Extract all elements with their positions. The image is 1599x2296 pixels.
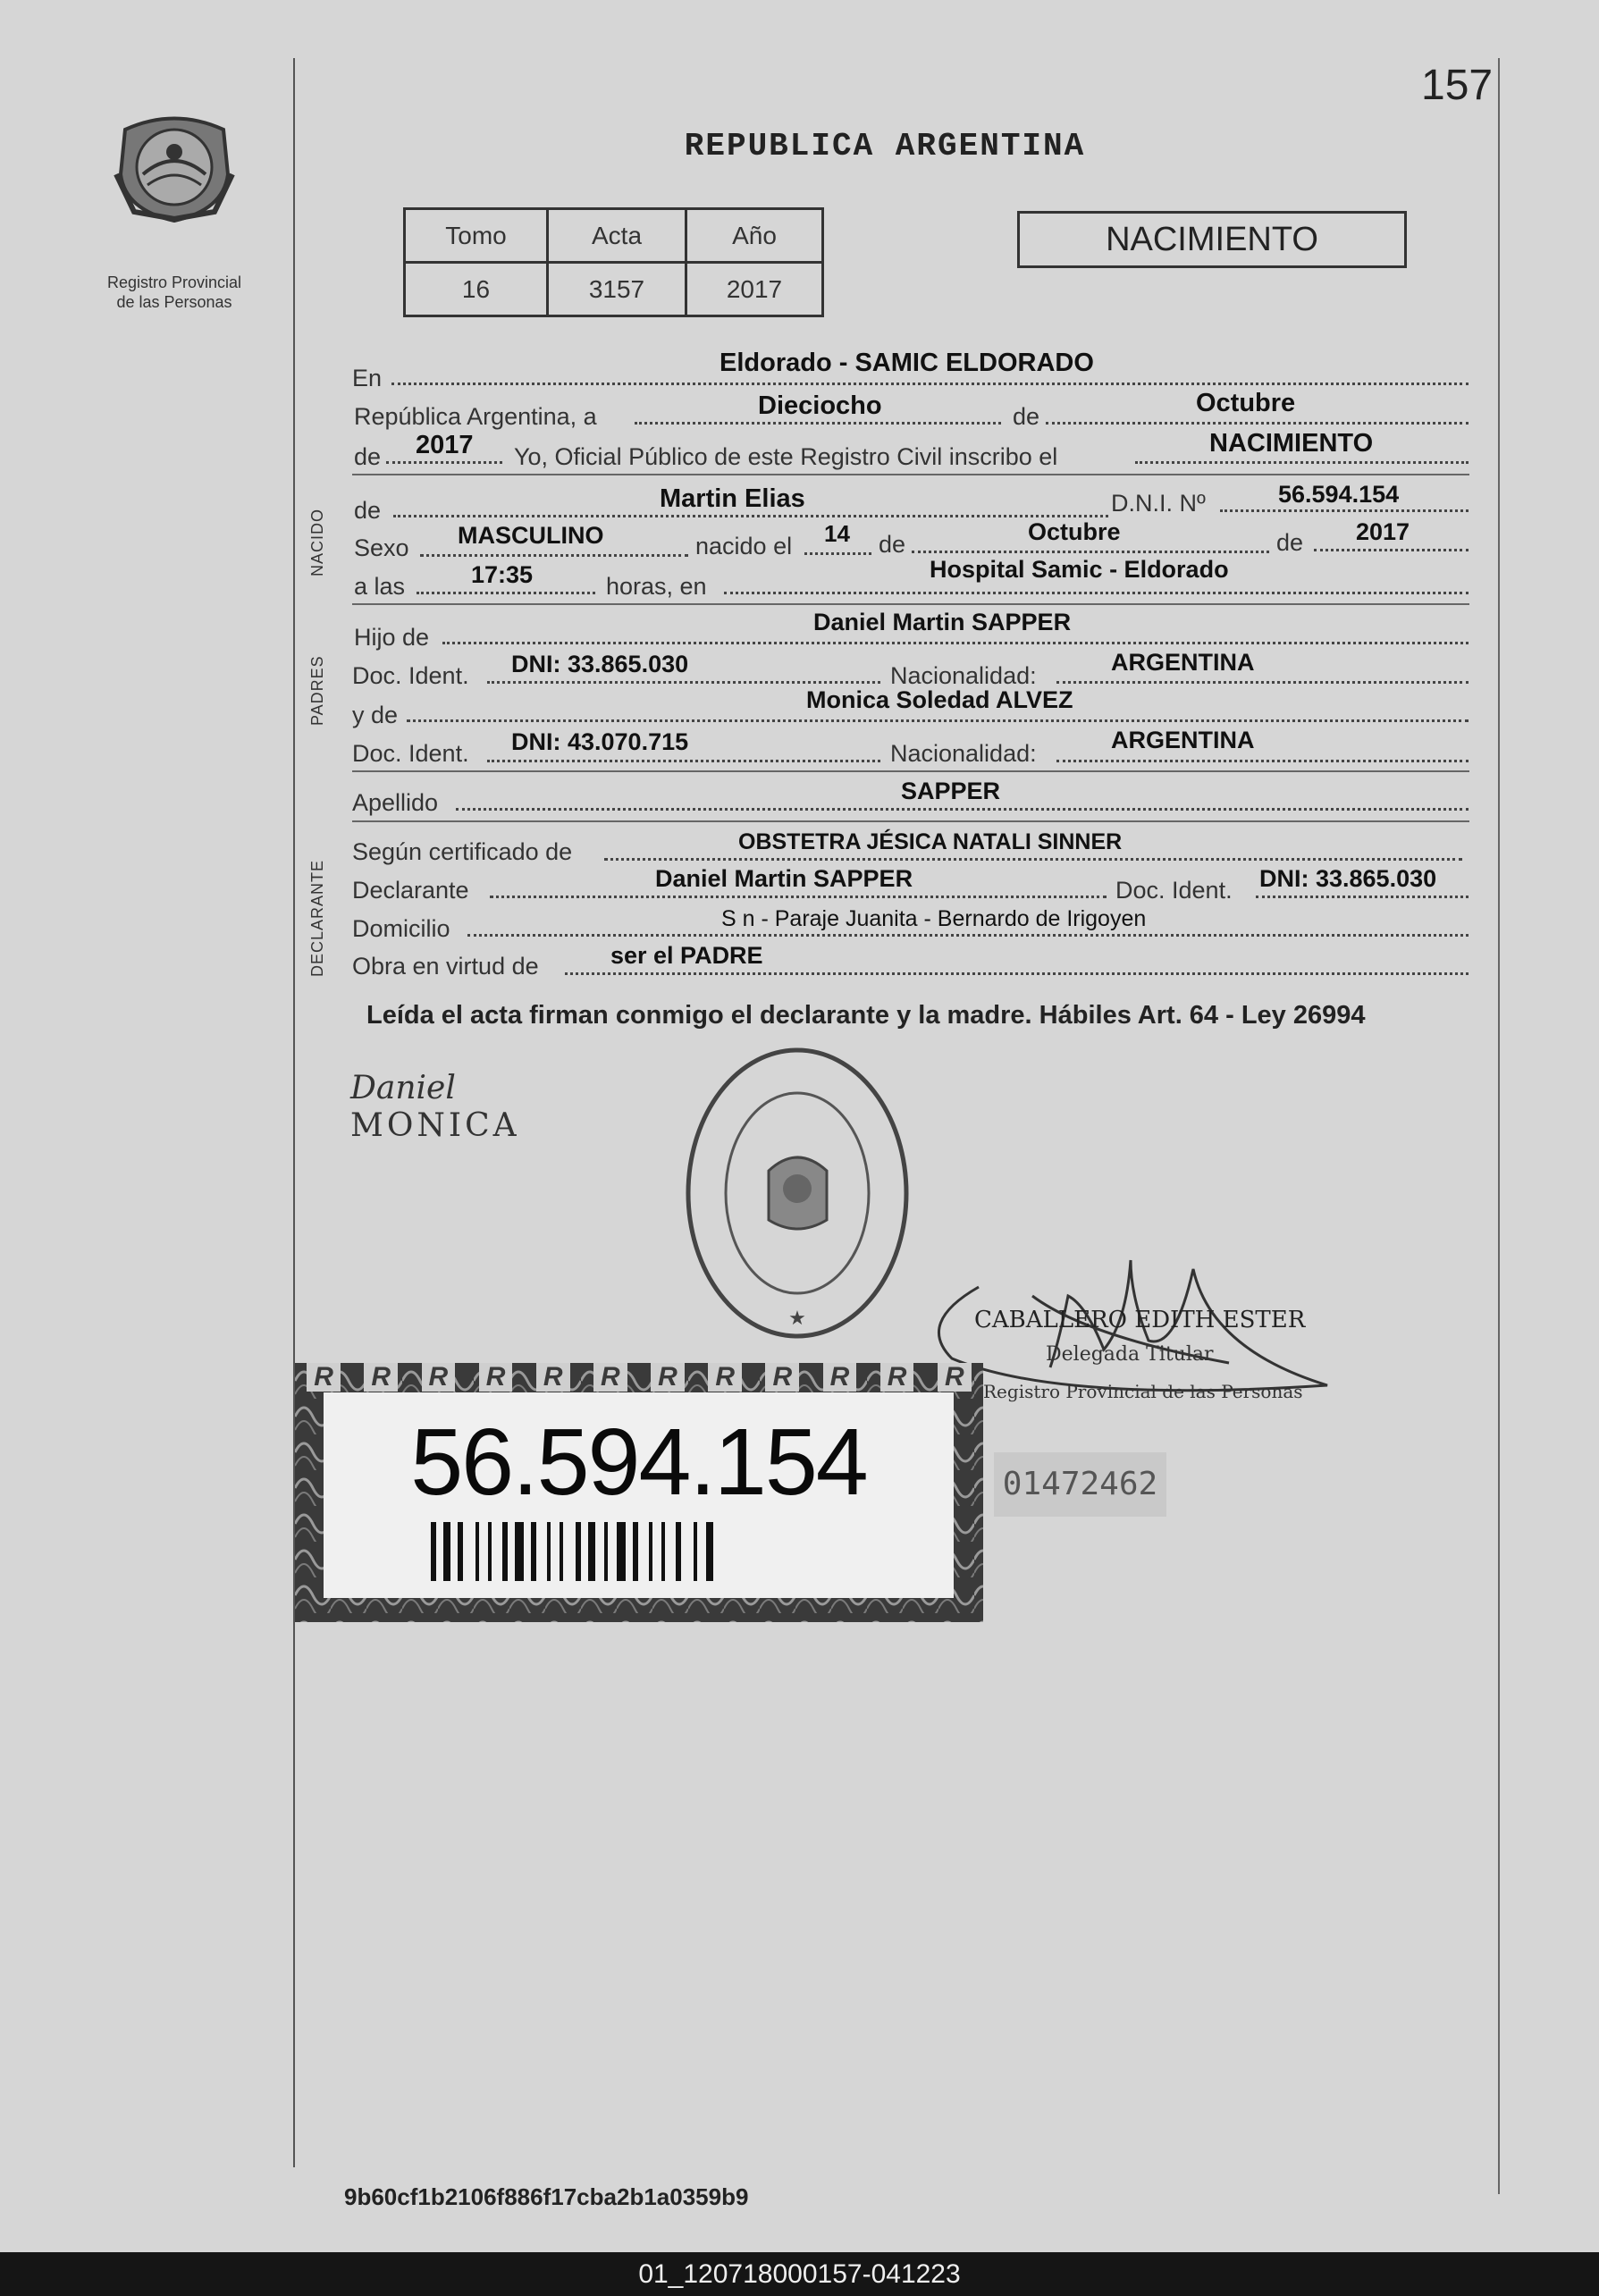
dotted-line	[487, 760, 880, 762]
acta-header: Acta	[548, 209, 686, 263]
footer-bar: 01_120718000157-041223	[0, 2252, 1599, 2296]
official-role: Delegada Titular	[1046, 1343, 1214, 1366]
dotted-line	[417, 592, 595, 594]
r-pattern-letter: R	[364, 1363, 398, 1392]
dotted-line	[565, 972, 1469, 975]
id-number-panel	[324, 1392, 954, 1598]
r-pattern-letter: R	[479, 1363, 513, 1392]
dotted-line	[391, 383, 1469, 385]
dotted-line	[442, 642, 1469, 644]
doc-ident2-label: Doc. Ident.	[352, 740, 469, 767]
certificado-label: Según certificado de	[352, 838, 573, 865]
mother-name-field: Monica Soledad ALVEZ	[806, 686, 1073, 713]
r-pattern-letter: R	[708, 1363, 742, 1392]
child-dni-field: 56.594.154	[1278, 481, 1400, 508]
dotted-line	[456, 808, 1469, 811]
barcode-bar	[649, 1522, 652, 1581]
separator	[352, 474, 1469, 475]
act-type-box: NACIMIENTO	[1017, 211, 1407, 268]
horas-label: horas, en	[606, 573, 707, 600]
dotted-line	[1314, 549, 1469, 551]
barcode-bar	[443, 1522, 450, 1581]
sex-field: MASCULINO	[458, 522, 604, 549]
doc-ident-label: Doc. Ident.	[352, 662, 469, 689]
barcode-bar	[676, 1522, 681, 1581]
inscribe-label: Yo, Oficial Público de este Registro Civil inscribo el	[514, 443, 1058, 470]
document-hash: 9b60cf1b2106f886f17cba2b1a0359b9	[344, 2183, 749, 2210]
surname-field: SAPPER	[901, 778, 1001, 804]
domicilio-label: Domicilio	[352, 915, 450, 942]
barcode-bar	[475, 1522, 479, 1581]
barcode-bar	[547, 1522, 551, 1581]
year-field: 2017	[416, 431, 474, 459]
id-barcode-label	[295, 1363, 983, 1622]
obra-label: Obra en virtud de	[352, 953, 539, 980]
logo-caption-line1: Registro Provincial	[106, 273, 242, 291]
y-de-label: y de	[352, 702, 399, 728]
dotted-line	[635, 422, 1001, 425]
dotted-line	[1135, 461, 1469, 464]
handwritten-signatures	[350, 1070, 520, 1145]
de3-label: de	[354, 497, 382, 524]
dotted-line	[1046, 422, 1469, 425]
barcode-bar	[604, 1522, 608, 1581]
nacido-el-label: nacido el	[695, 533, 793, 559]
r-strip	[295, 1363, 983, 1392]
dotted-line	[420, 554, 688, 557]
birth-day-field: 14	[824, 520, 850, 547]
page-number: 157	[1421, 62, 1494, 109]
closing-note: Leída el acta firman conmigo el declarante y la madre. Hábiles Art. 64 - Ley 26994	[366, 1001, 1366, 1030]
place-field: Eldorado - SAMIC ELDORADO	[720, 349, 1094, 377]
act-kind-field: NACIMIENTO	[1209, 429, 1374, 458]
declarant-name-field: Daniel Martin SAPPER	[655, 865, 913, 892]
separator	[352, 820, 1469, 822]
svg-text:★: ★	[788, 1308, 806, 1330]
day-field: Dieciocho	[758, 391, 882, 420]
mother-nationality-field: ARGENTINA	[1111, 727, 1255, 753]
apellido-label: Apellido	[352, 789, 439, 816]
de2-label: de	[354, 443, 382, 470]
province-emblem-logo	[107, 112, 241, 223]
official-name: CABALLERO EDITH ESTER	[974, 1307, 1306, 1333]
right-margin-line	[1498, 58, 1500, 2194]
logo-caption-line2: de las Personas	[116, 293, 232, 311]
dotted-line	[724, 592, 1469, 594]
official-seal-stamp	[684, 1046, 912, 1341]
r-pattern-letter: R	[307, 1363, 341, 1392]
dotted-line	[393, 515, 1108, 517]
ano-header: Año	[686, 209, 823, 263]
tomo-header: Tomo	[405, 209, 548, 263]
barcode-bar	[458, 1522, 463, 1581]
r-pattern-letter: R	[536, 1363, 570, 1392]
r-pattern-letter: R	[593, 1363, 627, 1392]
r-pattern-letter: R	[651, 1363, 685, 1392]
ano-value: 2017	[686, 263, 823, 316]
separator	[352, 770, 1469, 772]
barcode-bar	[431, 1522, 436, 1581]
dotted-line	[604, 858, 1462, 861]
acta-value: 3157	[548, 263, 686, 316]
dotted-line	[1220, 509, 1469, 512]
r-pattern-letter: R	[880, 1363, 914, 1392]
father-name-field: Daniel Martin SAPPER	[813, 609, 1072, 635]
barcode-icon	[431, 1522, 842, 1581]
barcode-bar	[661, 1522, 665, 1581]
r-pattern-letter: R	[422, 1363, 456, 1392]
barcode-bar	[515, 1522, 524, 1581]
page-title: REPUBLICA ARGENTINA	[684, 128, 1086, 164]
serial-stamp: 01472462	[994, 1452, 1166, 1517]
handwritten-line2: MONICA	[350, 1107, 520, 1144]
declarante-label: Declarante	[352, 877, 469, 904]
r-pattern-letter: R	[938, 1363, 972, 1392]
barcode-bar	[588, 1522, 595, 1581]
dotted-line	[467, 934, 1469, 937]
handwritten-line1: Daniel	[350, 1070, 456, 1106]
reason-field: ser el PADRE	[610, 942, 763, 969]
tomo-value: 16	[405, 263, 548, 316]
father-nationality-field: ARGENTINA	[1111, 649, 1255, 676]
nacionalidad2-label: Nacionalidad:	[890, 740, 1037, 767]
dotted-line	[1056, 760, 1469, 762]
republica-label: República Argentina, a	[354, 403, 597, 430]
declarant-doc-field: DNI: 33.865.030	[1259, 865, 1437, 892]
certificate-field: OBSTETRA JÉSICA NATALI SINNER	[738, 829, 1123, 854]
dotted-line	[407, 719, 1469, 722]
month-field: Octubre	[1196, 389, 1296, 417]
dotted-line	[912, 551, 1269, 553]
a-las-label: a las	[354, 573, 406, 600]
birth-time-field: 17:35	[471, 561, 534, 588]
dotted-line	[386, 461, 502, 464]
barcode-bar	[706, 1522, 713, 1581]
section-label-padres: PADRES	[308, 655, 326, 726]
barcode-bar	[502, 1522, 508, 1581]
dotted-line	[490, 896, 1107, 898]
birth-place-field: Hospital Samic - Eldorado	[930, 556, 1229, 583]
left-margin-line	[293, 58, 295, 2167]
dni-label: D.N.I. Nº	[1111, 490, 1206, 517]
nacionalidad-label: Nacionalidad:	[890, 662, 1037, 689]
sexo-label: Sexo	[354, 534, 409, 561]
barcode-bar	[694, 1522, 697, 1581]
address-field: S n - Paraje Juanita - Bernardo de Irigoyen	[721, 906, 1147, 931]
mother-doc-field: DNI: 43.070.715	[511, 728, 689, 755]
r-pattern-letter: R	[765, 1363, 799, 1392]
barcode-bar	[488, 1522, 492, 1581]
barcode-bar	[633, 1522, 638, 1581]
section-label-declarante: DECLARANTE	[308, 859, 326, 977]
child-name-field: Martin Elias	[660, 484, 805, 513]
section-label-nacido: NACIDO	[308, 508, 326, 576]
official-office: Registro Provincial de las Personas	[983, 1381, 1303, 1402]
de4-label: de	[879, 531, 906, 558]
r-pattern-letter: R	[823, 1363, 857, 1392]
father-doc-field: DNI: 33.865.030	[511, 651, 689, 677]
barcode-bar	[531, 1522, 536, 1581]
dotted-line	[1056, 681, 1469, 684]
logo-caption	[85, 273, 264, 312]
barcode-bar	[560, 1522, 563, 1581]
registry-table	[403, 207, 824, 317]
en-label: En	[352, 365, 383, 391]
birth-month-field: Octubre	[1028, 518, 1121, 545]
de-label: de	[1013, 403, 1040, 430]
dotted-line	[1256, 896, 1469, 898]
dotted-line	[487, 681, 880, 684]
dotted-line	[804, 552, 871, 555]
barcode-bar	[617, 1522, 626, 1581]
barcode-bar	[576, 1522, 581, 1581]
de5-label: de	[1276, 529, 1304, 556]
separator	[352, 603, 1469, 605]
birth-year-field: 2017	[1356, 518, 1410, 545]
doc-ident3-label: Doc. Ident.	[1115, 877, 1233, 904]
id-number: 56.594.154	[410, 1409, 867, 1515]
hijo-de-label: Hijo de	[354, 624, 430, 651]
